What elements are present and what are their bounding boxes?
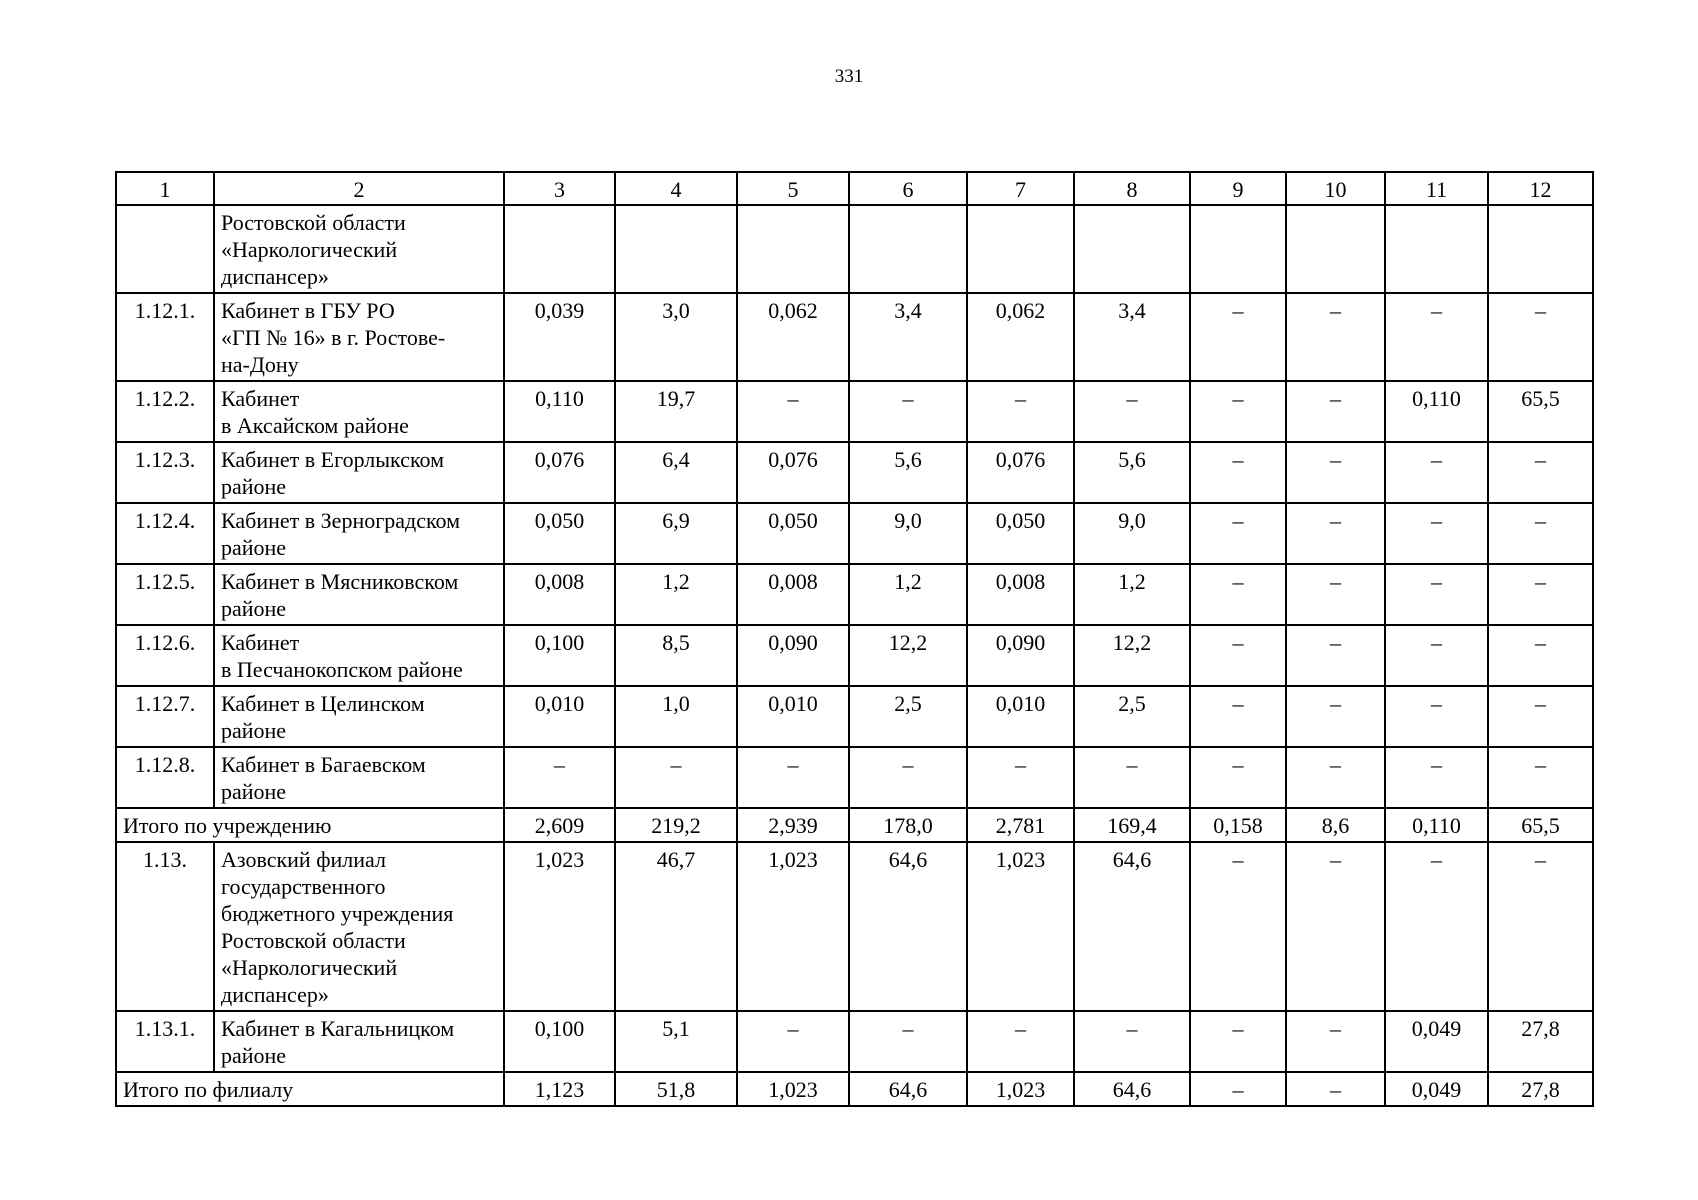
column-header: 7 xyxy=(967,172,1074,205)
table-row xyxy=(116,293,1593,381)
value-cell: 0,010 xyxy=(967,686,1074,747)
value-cell: – xyxy=(1286,842,1385,1011)
value-cell xyxy=(1286,205,1385,293)
value-cell: – xyxy=(1286,442,1385,503)
row-name-cell: Кабинет в Кагальницком районе xyxy=(214,1011,504,1072)
table-row xyxy=(116,381,1593,442)
value-cell: – xyxy=(967,381,1074,442)
value-cell: 8,6 xyxy=(1286,808,1385,842)
column-header: 2 xyxy=(214,172,504,205)
value-cell: 1,123 xyxy=(504,1072,615,1106)
value-cell: 0,049 xyxy=(1385,1072,1488,1106)
value-cell: – xyxy=(1488,442,1593,503)
value-cell: 0,100 xyxy=(504,625,615,686)
value-cell: 0,010 xyxy=(737,686,849,747)
row-name-cell: Ростовской области «Наркологический диспансер» xyxy=(214,205,504,293)
value-cell: 8,5 xyxy=(615,625,737,686)
value-cell: – xyxy=(967,1011,1074,1072)
table-row xyxy=(116,625,1593,686)
value-cell xyxy=(849,205,967,293)
column-header: 12 xyxy=(1488,172,1593,205)
value-cell: – xyxy=(1190,842,1286,1011)
value-cell: 0,076 xyxy=(737,442,849,503)
value-cell: 12,2 xyxy=(1074,625,1190,686)
value-cell: 0,110 xyxy=(504,381,615,442)
table-row xyxy=(116,503,1593,564)
value-cell: 12,2 xyxy=(849,625,967,686)
value-cell xyxy=(1190,205,1286,293)
row-number-cell: 1.12.5. xyxy=(116,564,214,625)
value-cell: 19,7 xyxy=(615,381,737,442)
total-label: Итого по филиалу xyxy=(116,1072,504,1106)
value-cell: – xyxy=(1385,625,1488,686)
value-cell: – xyxy=(849,381,967,442)
value-cell: 2,609 xyxy=(504,808,615,842)
value-cell: – xyxy=(1488,503,1593,564)
row-number-cell xyxy=(116,205,214,293)
value-cell: – xyxy=(1385,442,1488,503)
column-header: 11 xyxy=(1385,172,1488,205)
value-cell: 1,0 xyxy=(615,686,737,747)
value-cell: 1,023 xyxy=(504,842,615,1011)
value-cell: – xyxy=(1286,747,1385,808)
value-cell: – xyxy=(1488,564,1593,625)
value-cell: 0,050 xyxy=(967,503,1074,564)
value-cell: 27,8 xyxy=(1488,1011,1593,1072)
value-cell: 1,023 xyxy=(737,842,849,1011)
table-row xyxy=(116,686,1593,747)
value-cell: 1,023 xyxy=(737,1072,849,1106)
value-cell: 65,5 xyxy=(1488,808,1593,842)
column-header: 3 xyxy=(504,172,615,205)
column-header: 10 xyxy=(1286,172,1385,205)
total-label: Итого по учреждению xyxy=(116,808,504,842)
value-cell: 1,023 xyxy=(967,842,1074,1011)
value-cell: 0,008 xyxy=(737,564,849,625)
table-body xyxy=(116,205,1593,1106)
page-number: 331 xyxy=(834,66,864,87)
value-cell: 0,049 xyxy=(1385,1011,1488,1072)
row-number-cell: 1.12.3. xyxy=(116,442,214,503)
value-cell: – xyxy=(1385,747,1488,808)
value-cell xyxy=(967,205,1074,293)
value-cell: 27,8 xyxy=(1488,1072,1593,1106)
value-cell: – xyxy=(849,747,967,808)
value-cell: 5,1 xyxy=(615,1011,737,1072)
value-cell: 64,6 xyxy=(849,1072,967,1106)
value-cell: – xyxy=(1286,625,1385,686)
row-name-cell: Кабинет в Багаевском районе xyxy=(214,747,504,808)
row-name-cell: Азовский филиал государственного бюджетного учреждения Ростовской области «Наркологический диспансер» xyxy=(214,842,504,1011)
value-cell: 1,2 xyxy=(1074,564,1190,625)
row-number-cell: 1.12.1. xyxy=(116,293,214,381)
value-cell: 5,6 xyxy=(1074,442,1190,503)
table-row xyxy=(116,747,1593,808)
value-cell: 3,4 xyxy=(849,293,967,381)
value-cell: 46,7 xyxy=(615,842,737,1011)
column-header: 4 xyxy=(615,172,737,205)
value-cell: – xyxy=(1385,842,1488,1011)
column-header: 1 xyxy=(116,172,214,205)
value-cell: – xyxy=(1488,842,1593,1011)
value-cell: 3,0 xyxy=(615,293,737,381)
value-cell: 0,039 xyxy=(504,293,615,381)
value-cell: 0,050 xyxy=(737,503,849,564)
value-cell: 64,6 xyxy=(1074,1072,1190,1106)
value-cell: 1,2 xyxy=(849,564,967,625)
value-cell: 6,4 xyxy=(615,442,737,503)
row-name-cell: Кабинет в Аксайском районе xyxy=(214,381,504,442)
value-cell: – xyxy=(849,1011,967,1072)
value-cell xyxy=(615,205,737,293)
value-cell: 1,2 xyxy=(615,564,737,625)
value-cell: 6,9 xyxy=(615,503,737,564)
value-cell: 2,939 xyxy=(737,808,849,842)
value-cell: 2,5 xyxy=(849,686,967,747)
row-name-cell: Кабинет в Зерноградском районе xyxy=(214,503,504,564)
value-cell: 0,110 xyxy=(1385,381,1488,442)
value-cell: – xyxy=(504,747,615,808)
value-cell: – xyxy=(1286,1011,1385,1072)
value-cell: 64,6 xyxy=(1074,842,1190,1011)
value-cell: – xyxy=(1488,293,1593,381)
value-cell: – xyxy=(1286,686,1385,747)
value-cell: – xyxy=(1190,1011,1286,1072)
value-cell: 0,100 xyxy=(504,1011,615,1072)
row-number-cell: 1.12.2. xyxy=(116,381,214,442)
value-cell: – xyxy=(1190,625,1286,686)
value-cell: 2,5 xyxy=(1074,686,1190,747)
value-cell: – xyxy=(1385,503,1488,564)
value-cell: 9,0 xyxy=(849,503,967,564)
value-cell: – xyxy=(1385,564,1488,625)
column-header: 5 xyxy=(737,172,849,205)
value-cell: – xyxy=(1190,1072,1286,1106)
row-number-cell: 1.12.8. xyxy=(116,747,214,808)
value-cell: 0,090 xyxy=(737,625,849,686)
value-cell: 169,4 xyxy=(1074,808,1190,842)
value-cell: 3,4 xyxy=(1074,293,1190,381)
value-cell: – xyxy=(615,747,737,808)
value-cell: – xyxy=(1488,747,1593,808)
value-cell: 9,0 xyxy=(1074,503,1190,564)
value-cell: 65,5 xyxy=(1488,381,1593,442)
value-cell: – xyxy=(1190,293,1286,381)
value-cell: – xyxy=(737,381,849,442)
value-cell: 0,110 xyxy=(1385,808,1488,842)
value-cell: – xyxy=(1074,381,1190,442)
value-cell: – xyxy=(1190,381,1286,442)
value-cell: – xyxy=(1385,293,1488,381)
value-cell: – xyxy=(1488,686,1593,747)
value-cell xyxy=(504,205,615,293)
value-cell: – xyxy=(1190,564,1286,625)
value-cell: 0,008 xyxy=(967,564,1074,625)
table-row xyxy=(116,442,1593,503)
value-cell: – xyxy=(1190,747,1286,808)
value-cell: – xyxy=(1286,381,1385,442)
row-number-cell: 1.13. xyxy=(116,842,214,1011)
value-cell: 5,6 xyxy=(849,442,967,503)
value-cell: – xyxy=(737,1011,849,1072)
value-cell: 0,158 xyxy=(1190,808,1286,842)
value-cell: – xyxy=(1286,564,1385,625)
value-cell: – xyxy=(1190,686,1286,747)
column-header: 8 xyxy=(1074,172,1190,205)
row-name-cell: Кабинет в Целинском районе xyxy=(214,686,504,747)
row-name-cell: Кабинет в Мясниковском районе xyxy=(214,564,504,625)
value-cell xyxy=(1385,205,1488,293)
table-row xyxy=(116,205,1593,293)
table-row xyxy=(116,564,1593,625)
total-row xyxy=(116,1072,1593,1106)
total-row xyxy=(116,808,1593,842)
value-cell: 0,062 xyxy=(737,293,849,381)
value-cell: 0,062 xyxy=(967,293,1074,381)
value-cell: – xyxy=(1190,442,1286,503)
table-row xyxy=(116,1011,1593,1072)
value-cell: – xyxy=(1286,1072,1385,1106)
value-cell: 219,2 xyxy=(615,808,737,842)
row-name-cell: Кабинет в Егорлыкском районе xyxy=(214,442,504,503)
row-number-cell: 1.13.1. xyxy=(116,1011,214,1072)
value-cell xyxy=(737,205,849,293)
data-table xyxy=(115,171,1594,1107)
value-cell: – xyxy=(1286,503,1385,564)
value-cell: – xyxy=(1074,747,1190,808)
column-header: 6 xyxy=(849,172,967,205)
row-number-cell: 1.12.4. xyxy=(116,503,214,564)
value-cell: 64,6 xyxy=(849,842,967,1011)
row-number-cell: 1.12.7. xyxy=(116,686,214,747)
value-cell: 0,076 xyxy=(967,442,1074,503)
column-header: 9 xyxy=(1190,172,1286,205)
value-cell: – xyxy=(1074,1011,1190,1072)
row-name-cell: Кабинет в ГБУ РО «ГП № 16» в г. Ростове- на-Дону xyxy=(214,293,504,381)
value-cell: 0,090 xyxy=(967,625,1074,686)
value-cell: 2,781 xyxy=(967,808,1074,842)
value-cell: – xyxy=(1286,293,1385,381)
table-row xyxy=(116,842,1593,1011)
header-row xyxy=(116,172,1593,205)
value-cell: – xyxy=(1385,686,1488,747)
value-cell: 0,076 xyxy=(504,442,615,503)
value-cell xyxy=(1488,205,1593,293)
value-cell xyxy=(1074,205,1190,293)
value-cell: – xyxy=(1190,503,1286,564)
value-cell: 1,023 xyxy=(967,1072,1074,1106)
value-cell: 178,0 xyxy=(849,808,967,842)
value-cell: 0,050 xyxy=(504,503,615,564)
table-header xyxy=(116,172,1593,205)
row-number-cell: 1.12.6. xyxy=(116,625,214,686)
row-name-cell: Кабинет в Песчанокопском районе xyxy=(214,625,504,686)
value-cell: – xyxy=(1488,625,1593,686)
value-cell: 0,010 xyxy=(504,686,615,747)
value-cell: 0,008 xyxy=(504,564,615,625)
value-cell: 51,8 xyxy=(615,1072,737,1106)
value-cell: – xyxy=(737,747,849,808)
value-cell: – xyxy=(967,747,1074,808)
